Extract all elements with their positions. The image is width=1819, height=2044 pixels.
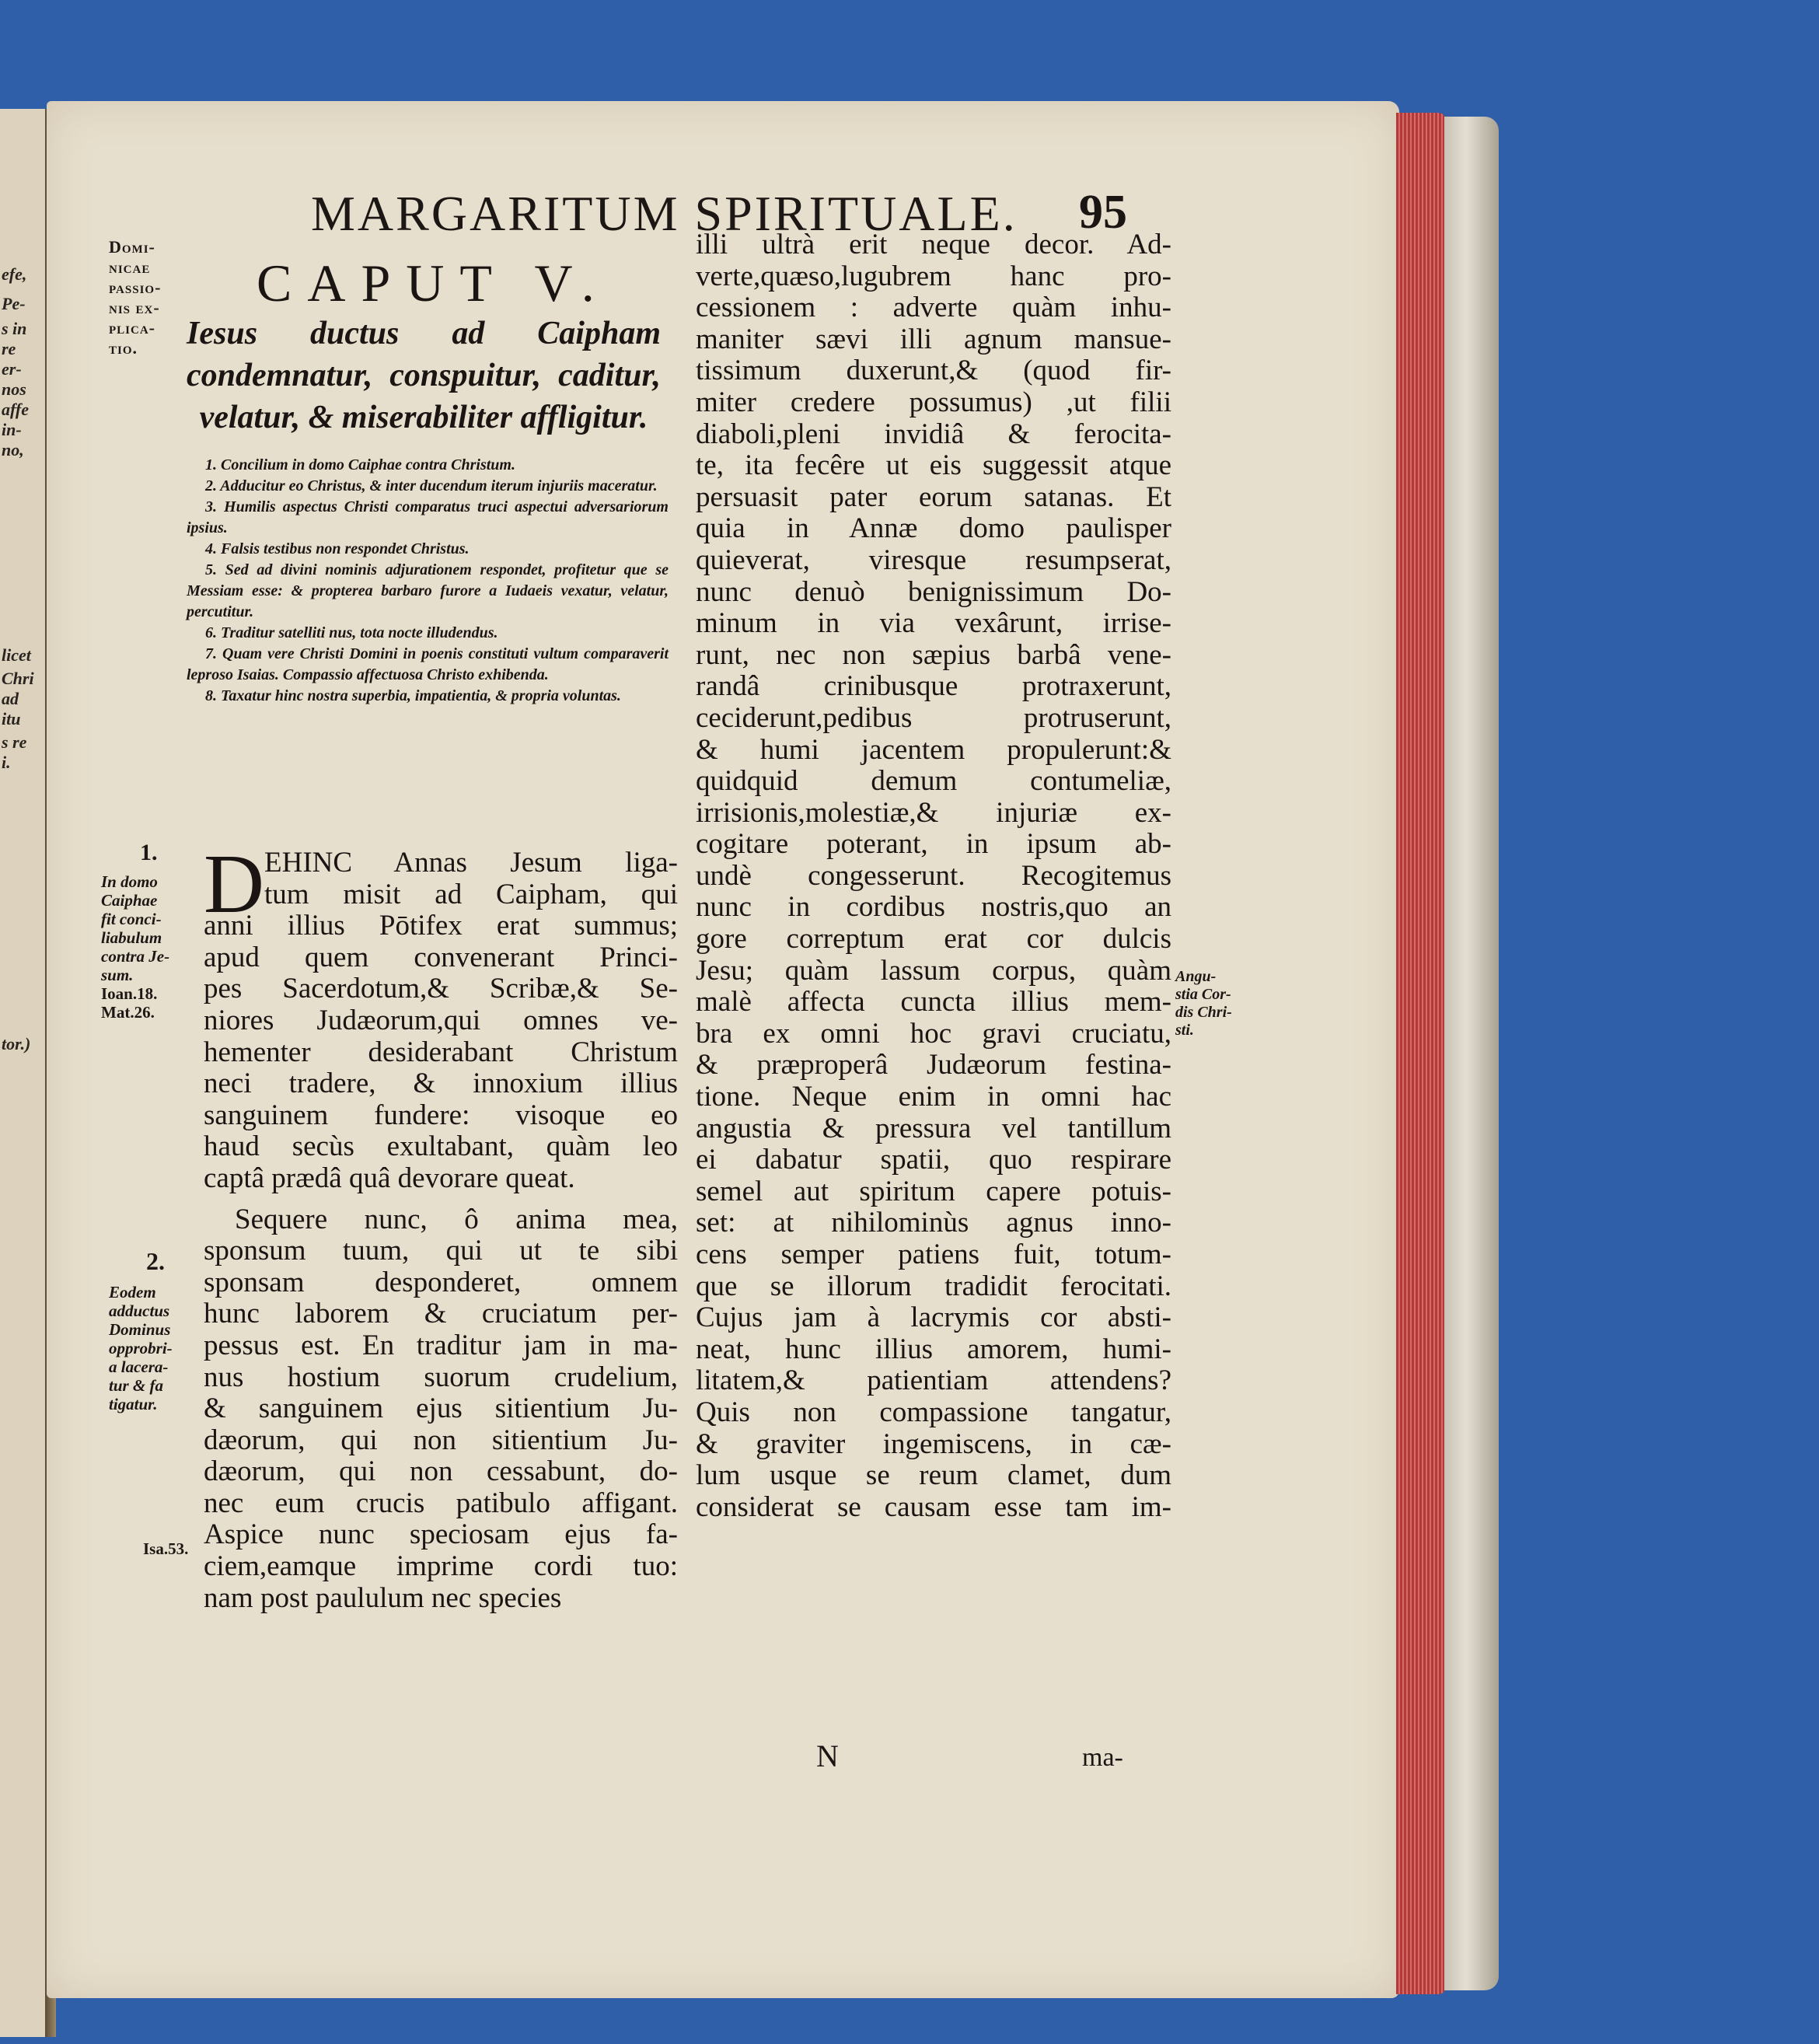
text-line: malè affecta cuncta illius mem- <box>696 986 1171 1019</box>
text-line: hementer desiderabant Christum <box>204 1036 678 1068</box>
text-line: EHINC Annas Jesum liga- <box>264 847 678 879</box>
text-line: undè congesserunt. Recogitemus <box>696 859 1171 892</box>
text-line: dæorum, qui non cessabunt, do- <box>204 1455 678 1488</box>
text-line: quieverat, viresque resumpserat, <box>696 543 1171 576</box>
text-line: irrisionis,molestiæ,& injuriæ ex- <box>696 796 1171 829</box>
left-page-fragment: efe, <box>2 264 27 284</box>
text-line: gore correptum erat cor dulcis <box>696 923 1171 956</box>
text-line: dæorum, qui non sitientium Ju- <box>204 1424 678 1456</box>
text-line: angustia & pressura vel tantillum <box>696 1112 1171 1144</box>
text-line: captâ prædâ quâ devorare queat. <box>204 1162 575 1194</box>
text-line: bra ex omni hoc gravi cruciatu, <box>696 1017 1171 1050</box>
text-line: tissimum duxerunt,& (quod fir- <box>696 355 1171 387</box>
text-line: & præproperâ Judæorum festina- <box>696 1049 1171 1081</box>
text-line: miter credere possumus) ,ut filii <box>696 386 1171 418</box>
text-line: nus hostium suorum crudelium, <box>204 1361 678 1393</box>
text-line: quidquid demum contumeliæ, <box>696 765 1171 798</box>
chapter-summary: Iesus ductus ad Caipham condemnatur, conspuitur, caditur, velatur, & miserabiliter affligitur. <box>187 316 661 435</box>
drop-cap: D <box>204 838 264 931</box>
text-line: considerat se causam esse tam im- <box>696 1490 1171 1523</box>
text-line: & graviter ingemiscens, in cæ- <box>696 1427 1171 1460</box>
left-page-fragment: no, <box>2 440 24 459</box>
margin-note-1-number: 1. <box>140 840 158 865</box>
text-line: illi ultrà erit neque decor. Ad- <box>696 229 1171 260</box>
left-page-fragment: itu <box>2 709 21 729</box>
left-page-fragment: licet <box>2 645 31 665</box>
margin-note-dominica: Domi- nicae passio- nis ex- plica- tio. <box>109 237 162 358</box>
text-line: Aspice nunc speciosam ejus fa- <box>204 1518 678 1551</box>
text-line: nec eum crucis patibulo affigant. <box>204 1487 678 1519</box>
chapter-synopsis <box>187 455 669 707</box>
text-line: verte,quæso,lugubrem hanc pro- <box>696 260 1171 292</box>
synopsis-item: 3. Humilis aspectus Christi comparatus truci aspectui adversariorum ipsius. <box>187 498 669 536</box>
text-line: runt, nec non sæpius barbâ vene- <box>696 638 1171 671</box>
text-line: te, ita fecêre ut eis suggessit atque <box>696 449 1171 482</box>
synopsis-item: 1. Concilium in domo Caiphae contra Christum. <box>205 456 515 473</box>
left-page-fragment: s in <box>2 319 27 338</box>
text-line: pessus est. En traditur jam in ma- <box>204 1329 678 1361</box>
catchword: ma- <box>1082 1743 1123 1772</box>
text-line: anni illius Pōtifex erat summus; <box>204 910 678 942</box>
synopsis-item: 4. Falsis testibus non respondet Christus. <box>205 540 470 557</box>
synopsis-item: 8. Taxatur hinc nostra superbia, impatientia, & propria voluntas. <box>205 687 621 704</box>
text-line: ceciderunt,pedibus protruserunt, <box>696 701 1171 734</box>
text-line: diaboli,pleni invidiâ & ferocita- <box>696 418 1171 450</box>
margin-note-isaiah: Isa.53. <box>143 1539 189 1558</box>
text-line: neat, hunc illius amorem, humi- <box>696 1333 1171 1365</box>
text-line: haud secùs exultabant, quàm leo <box>204 1130 678 1163</box>
text-line: neci tradere, & innoxium illius <box>204 1067 678 1100</box>
text-line: quia in Annæ domo paulisper <box>696 512 1171 545</box>
text-line: ciem,eamque imprime cordi tuo: <box>204 1550 678 1583</box>
text-line: Quis non compassione tangatur, <box>696 1396 1171 1428</box>
left-page-fragment: re <box>2 339 16 358</box>
text-line: lum usque se reum clamet, dum <box>696 1459 1171 1492</box>
left-page-fragment: Pe- <box>2 294 26 313</box>
text-line: set: at nihilominùs agnus inno- <box>696 1207 1171 1239</box>
right-text-column <box>696 229 1171 1523</box>
chapter-title: CAPUT V. <box>257 253 610 313</box>
text-line: cogitare poterant, in ipsum ab- <box>696 828 1171 861</box>
running-head: MARGARITUM SPIRITUALE. <box>311 186 1018 241</box>
text-line: Sequere nunc, ô anima mea, <box>235 1203 678 1235</box>
text-line: cessionem : adverte quàm inhu- <box>696 292 1171 324</box>
text-line: Cujus jam à lacrymis cor absti- <box>696 1302 1171 1334</box>
text-line: persuasit pater eorum satanas. Et <box>696 480 1171 513</box>
text-line: tione. Neque enim in omni hac <box>696 1081 1171 1113</box>
text-line: sanguinem fundere: visoque eo <box>204 1099 678 1131</box>
left-page-edge <box>0 109 47 2037</box>
left-page-fragment: nos <box>2 379 26 399</box>
text-line: cens semper patiens fuit, totum- <box>696 1239 1171 1270</box>
text-line: sponsam desponderet, omnem <box>204 1266 678 1298</box>
text-line: apud quem convenerant Princi- <box>204 941 678 973</box>
synopsis-item: 6. Traditur satelliti nus, tota nocte illudendus. <box>205 624 498 641</box>
text-line: hunc laborem & cruciatum per- <box>204 1298 678 1330</box>
text-line: randâ crinibusque protraxerunt, <box>696 670 1171 703</box>
text-line: Jesu; quàm lassum corpus, quàm <box>696 954 1171 987</box>
text-line: maniter sævi illi agnum mansue- <box>696 323 1171 355</box>
text-line: semel aut spiritum capere potuis- <box>696 1175 1171 1207</box>
text-line: nunc denuò benignissimum Do- <box>696 575 1171 608</box>
synopsis-item: 2. Adducitur eo Christus, & inter ducendum iterum injuriis maceratur. <box>205 477 658 494</box>
left-page-fragment: affe <box>2 400 30 419</box>
text-line: & humi jacentem propulerunt:& <box>696 733 1171 766</box>
margin-note-2-number: 2. <box>146 1247 165 1275</box>
left-page-fragment: Chri <box>2 669 34 688</box>
left-page-fragment: tor.) <box>2 1034 31 1053</box>
signature-mark: N <box>816 1738 839 1773</box>
text-line: que se illorum tradidit ferocitati. <box>696 1270 1171 1302</box>
margin-note-2: Eodem adductus Dominus opprobri- a lacera- tur & fa tigatur. <box>109 1283 173 1413</box>
page-number: 95 <box>1079 186 1127 239</box>
left-page-fragment: in- <box>2 420 22 439</box>
text-line: nunc in cordibus nostris,quo an <box>696 891 1171 924</box>
text-line: ei dabatur spatii, quo respirare <box>696 1144 1171 1176</box>
book-binding <box>1444 117 1499 1990</box>
text-line: & sanguinem ejus sitientium Ju- <box>204 1392 678 1425</box>
text-line: minum in via vexârunt, irrise- <box>696 607 1171 640</box>
red-page-edges <box>1396 113 1446 1994</box>
text-line: niores Judæorum,qui omnes ve- <box>204 1004 678 1036</box>
synopsis-item: 7. Quam vere Christi Domini in poenis constituti vultum comparaverit leproso Isaias. Compassio affectuosa Christo exhibenda. <box>187 645 669 683</box>
left-page-fragment: s re <box>2 732 27 752</box>
text-line: litatem,& patientiam attendens? <box>696 1364 1171 1397</box>
left-text-column <box>204 838 678 1614</box>
text-line: pes Sacerdotum,& Scribæ,& Se- <box>204 973 678 1005</box>
margin-note-angustia: Angu- stia Cor- dis Chri- sti. <box>1175 968 1232 1039</box>
left-page-fragment: er- <box>2 359 22 379</box>
text-line: tum misit ad Caipham, qui <box>264 878 678 910</box>
text-line: nam post paululum nec species <box>204 1581 562 1614</box>
synopsis-item: 5. Sed ad divini nominis adjurationem respondet, profitetur que se Messiam esse: & propterea barbaro furore a Iudaeis vexatur, velatur, percutitur. <box>187 561 669 620</box>
text-line: sponsum tuum, qui ut te sibi <box>204 1235 678 1267</box>
left-page-fragment: ad <box>2 689 19 708</box>
margin-note-1: In domo Caiphae fit conci- liabulum contra Je- sum. Ioan.18. Mat.26. <box>101 872 170 1022</box>
left-page-fragment: i. <box>2 753 11 772</box>
